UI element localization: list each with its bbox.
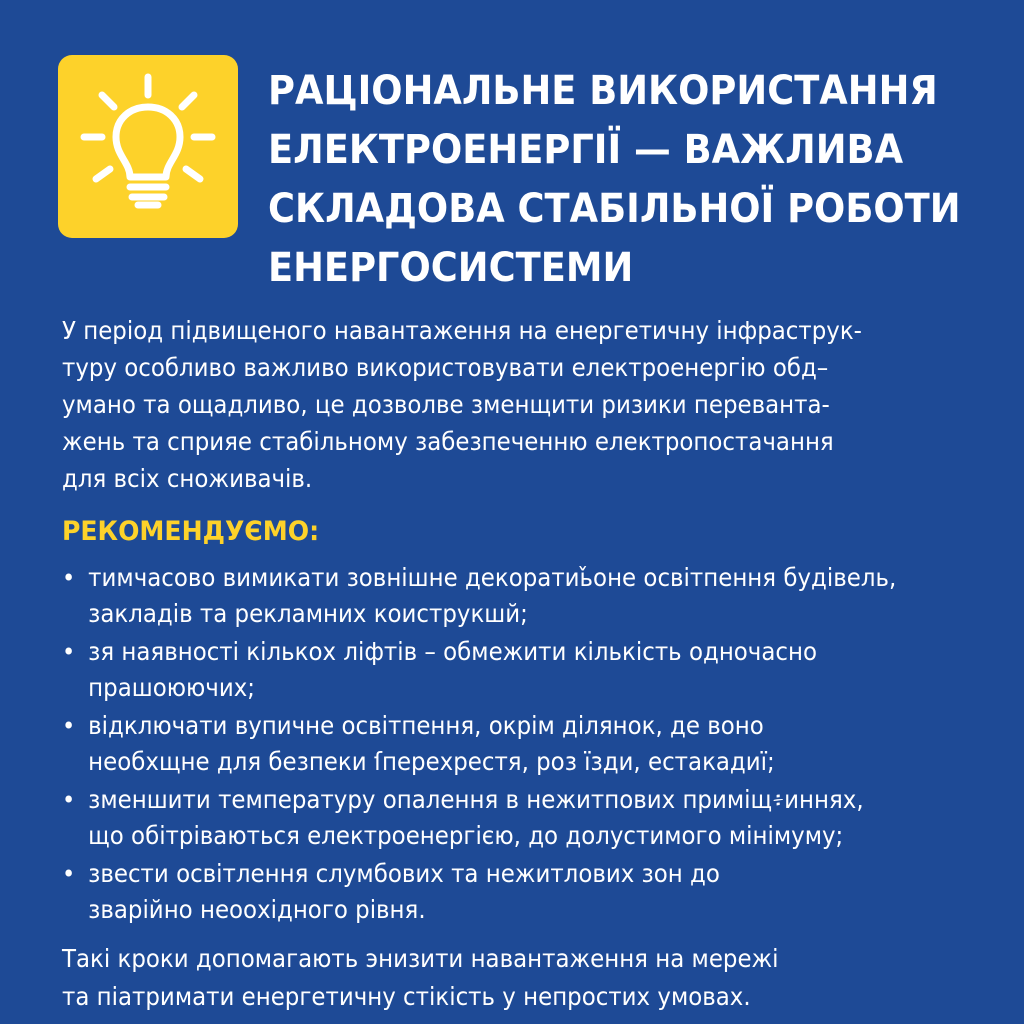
title-line: СКЛАДОВА СТАБІЛЬНОЇ РОБОТИ — [268, 186, 961, 232]
list-item-line: відключати вупичне освітпення, окрім ділянок, де воно — [88, 711, 764, 740]
bullet-icon: • — [62, 564, 76, 592]
outro-paragraph — [62, 940, 960, 1016]
intro-line: У період підвищеного навантаження на енергетичну інфраструк- — [62, 316, 862, 345]
list-item-line: прашоюючих; — [88, 673, 255, 702]
list-item-line: зварійно неоохідного рівня. — [88, 895, 426, 924]
list-item-line: зя наявності кількох ліфтів – обмежити кількість одночасно — [88, 637, 817, 666]
intro-line: туру особливо важливо використовувати електроенергію обд– — [62, 353, 829, 382]
bullet-icon: • — [62, 638, 76, 666]
list-item-line: тимчасово вимикати зовнішне декоратиь̌оне освітпення будівель, — [88, 563, 897, 592]
list-item-line: звести освітлення слумбових та нежитлових зон до — [88, 859, 720, 888]
bullet-icon: • — [62, 712, 76, 740]
recommendations-list — [62, 560, 960, 930]
list-item-line: необхщне для безпеки ſперехрестя, роз їзди, естакадиї; — [88, 747, 775, 776]
lightbulb-icon — [58, 55, 238, 238]
intro-line: жень та сприяе стабільному забезпеченню електропостачання — [62, 427, 834, 456]
bullet-icon: • — [62, 786, 76, 814]
list-item-line: закладів та рекламних коиструкшй; — [88, 599, 528, 628]
bullet-icon: • — [62, 860, 76, 888]
title-line: РАЦІОНАЛЬНЕ ВИКОРИСТАННЯ — [268, 68, 938, 114]
list-item — [62, 856, 960, 928]
outro-line: та піатримати енергетичну стікість у непростих умовах. — [62, 982, 751, 1011]
intro-paragraph — [62, 312, 960, 497]
list-item — [62, 782, 960, 854]
intro-line: умано та ощадливо, це дозволве зменщити ризики переванта- — [62, 390, 830, 419]
outro-line: Такі кроки допомагають энизити навантаження на мережі — [62, 944, 779, 973]
recommend-heading: РЕКОМЕНДУЄМО: — [62, 516, 320, 547]
page-title — [268, 62, 961, 298]
icon-box — [58, 55, 238, 238]
list-item-line: що обітріваються електроенергією, до долустимого мінімуму; — [88, 821, 844, 850]
list-item — [62, 708, 960, 780]
title-line: ЕЛЕКТРОЕНЕРГІЇ — ВАЖЛИВА — [268, 127, 904, 173]
title-line: ЕНЕРГОСИСТЕМИ — [268, 245, 634, 291]
list-item-line: зменшити температуру опалення в нежитпових приміщ፥иннях, — [88, 785, 864, 814]
list-item — [62, 634, 960, 706]
list-item — [62, 560, 960, 632]
intro-line: для всіх сноживачів. — [62, 464, 313, 493]
